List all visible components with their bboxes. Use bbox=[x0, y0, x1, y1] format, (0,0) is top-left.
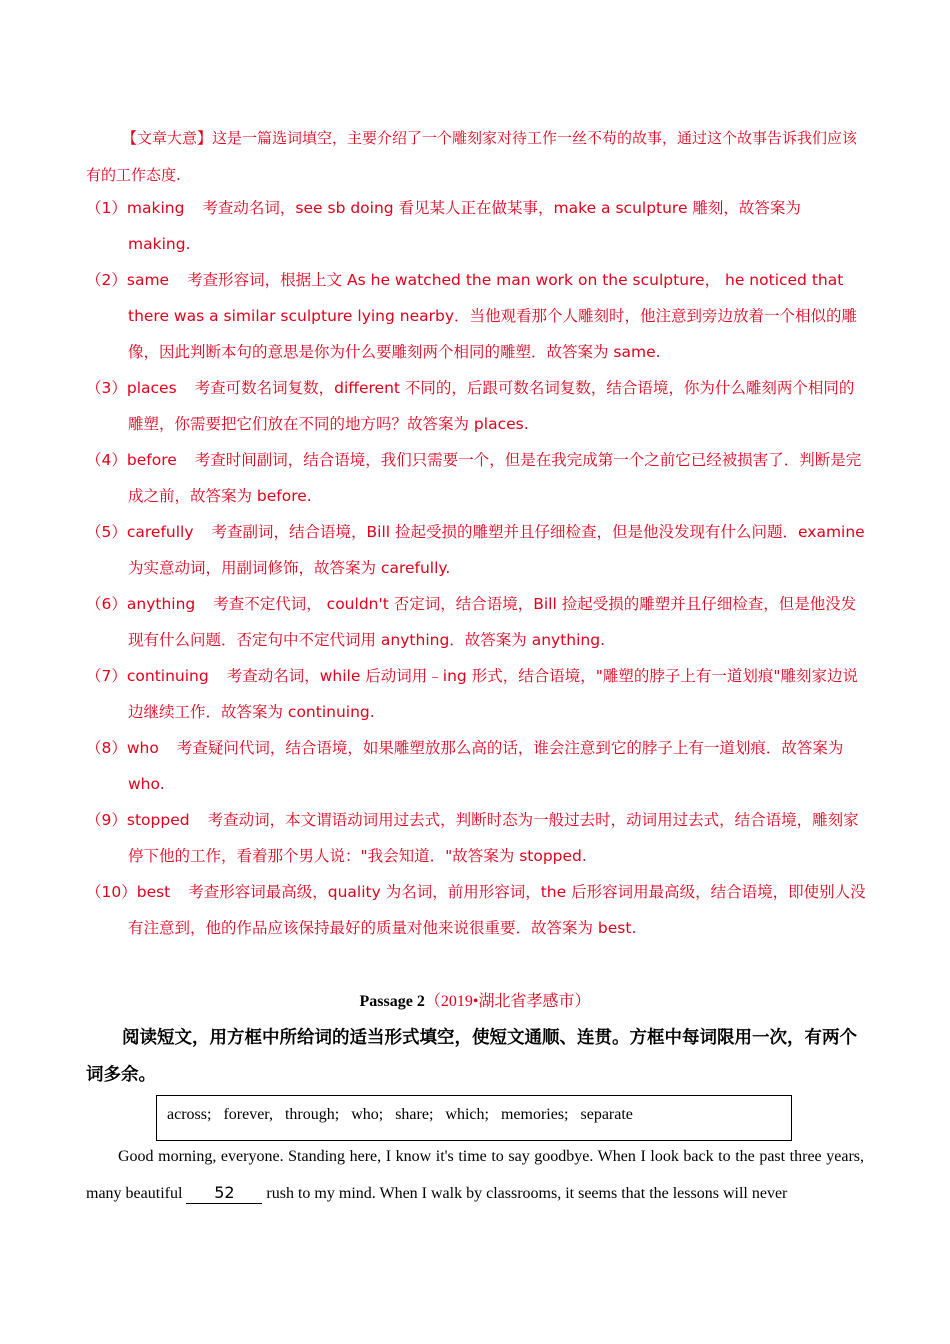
passage-source: （2019•湖北省孝感市） bbox=[424, 993, 591, 1010]
passage-text-part: Good morning, everyone. Standing here, I know it's time to say goodbye. When I look back to the past three years, many beautiful bbox=[86, 1148, 864, 1202]
answer-list bbox=[86, 190, 866, 946]
answer-explanation: 考查时间副词，结合语境，我们只需要一个，但是在我完成第一个之前它已经被损害了．判断是完成之前，故答案为 before. bbox=[128, 451, 862, 505]
blank-52[interactable]: 52 bbox=[186, 1183, 262, 1204]
word-box-item: across; bbox=[167, 1106, 212, 1123]
answer-explanation: 考查形容词，根据上文 As he watched the man work on the sculpture， he noticed that there was a similar sculpture lying nearby．当他观看那个人雕刻时，他注意到旁边放着一个相似的雕像，因此判断本句的意思是你为什么要雕刻两个相同的雕塑．故答案为 same. bbox=[128, 271, 858, 361]
answer-item bbox=[86, 442, 866, 514]
answer-item bbox=[86, 514, 866, 586]
answer-item bbox=[86, 586, 866, 658]
answer-number: （1） bbox=[86, 199, 127, 217]
summary-label: 【文章大意】 bbox=[122, 129, 213, 147]
word-box-item: separate bbox=[580, 1106, 633, 1123]
article-summary bbox=[86, 120, 864, 194]
answer-item bbox=[86, 874, 866, 946]
word-box-item: forever, bbox=[223, 1106, 273, 1123]
answer-item bbox=[86, 262, 866, 370]
answer-explanation: 考查副词，结合语境，Bill 捡起受损的雕塑并且仔细检查，但是他没发现有什么问题．examine 为实意动词，用副词修饰，故答案为 carefully. bbox=[128, 523, 865, 577]
summary-text: 这是一篇选词填空，主要介绍了一个雕刻家对待工作一丝不苟的故事，通过这个故事告诉我们应该有的工作态度. bbox=[86, 129, 858, 184]
answer-explanation: 考查可数名词复数，different 不同的，后跟可数名词复数，结合语境，你为什么雕刻两个相同的雕塑，你需要把它们放在不同的地方吗？故答案为 places. bbox=[128, 379, 855, 433]
answer-word: stopped bbox=[126, 811, 190, 829]
word-box-item: share; bbox=[395, 1106, 434, 1123]
answer-number: （3） bbox=[86, 379, 127, 397]
answer-word: continuing bbox=[126, 667, 209, 685]
answer-item bbox=[86, 370, 866, 442]
passage-title: Passage 2 bbox=[359, 993, 425, 1010]
answer-explanation: 考查动词，本文谓语动词用过去式，判断时态为一般过去时，动词用过去式，结合语境，雕刻家停下他的工作，看着那个男人说："我会知道．"故答案为 stopped. bbox=[128, 811, 859, 865]
answer-number: （2） bbox=[86, 271, 127, 289]
word-box-item: which; bbox=[445, 1106, 489, 1123]
answer-word: anything bbox=[126, 595, 196, 613]
answer-number: （7） bbox=[86, 667, 127, 685]
passage-text bbox=[86, 1138, 864, 1212]
answer-explanation: 考查不定代词， couldn't 否定词，结合语境，Bill 捡起受损的雕塑并且仔细检查，但是他没发现有什么问题．否定句中不定代词用 anything．故答案为 anything. bbox=[128, 595, 857, 649]
word-box bbox=[156, 1095, 792, 1141]
answer-number: （8） bbox=[86, 739, 127, 757]
answer-word: before bbox=[126, 451, 177, 469]
passage-heading bbox=[0, 990, 950, 1014]
answer-item bbox=[86, 802, 866, 874]
word-box-item: who; bbox=[351, 1106, 384, 1123]
answer-explanation: 考查形容词最高级，quality 为名词，前用形容词，the 后形容词用最高级，结合语境，即使别人没有注意到，他的作品应该保持最好的质量对他来说很重要．故答案为 best. bbox=[128, 883, 866, 937]
answer-word: same bbox=[126, 271, 170, 289]
answer-number: （5） bbox=[86, 523, 127, 541]
word-box-item: through; bbox=[284, 1106, 340, 1123]
answer-number: （9） bbox=[86, 811, 127, 829]
exercise-instruction: 阅读短文，用方框中所给词的适当形式填空，使短文通顺、连贯。方框中每词限用一次，有两个词多余。 bbox=[86, 1028, 857, 1085]
answer-word: carefully bbox=[126, 523, 194, 541]
answer-word: places bbox=[126, 379, 177, 397]
answer-word: best bbox=[136, 883, 171, 901]
answer-number: （4） bbox=[86, 451, 127, 469]
answer-number: （6） bbox=[86, 595, 127, 613]
answer-item bbox=[86, 658, 866, 730]
answer-item bbox=[86, 190, 866, 262]
answer-explanation: 考查动名词，while 后动词用﹣ing 形式，结合语境，"雕塑的脖子上有一道划痕"雕刻家边说边继续工作．故答案为 continuing. bbox=[128, 667, 858, 721]
answer-explanation: 考查疑问代词，结合语境，如果雕塑放那么高的话，谁会注意到它的脖子上有一道划痕．故答案为 who. bbox=[128, 739, 844, 793]
word-box-item: memories; bbox=[500, 1106, 569, 1123]
answer-word: making bbox=[126, 199, 185, 217]
passage-text-part: rush to my mind. When I walk by classrooms, it seems that the lessons will never bbox=[262, 1185, 788, 1202]
answer-item bbox=[86, 730, 866, 802]
answer-number: （10） bbox=[86, 883, 137, 901]
answer-word: who bbox=[126, 739, 159, 757]
answer-explanation: 考查动名词，see sb doing 看见某人正在做某事，make a sculpture 雕刻，故答案为 making. bbox=[128, 199, 801, 253]
